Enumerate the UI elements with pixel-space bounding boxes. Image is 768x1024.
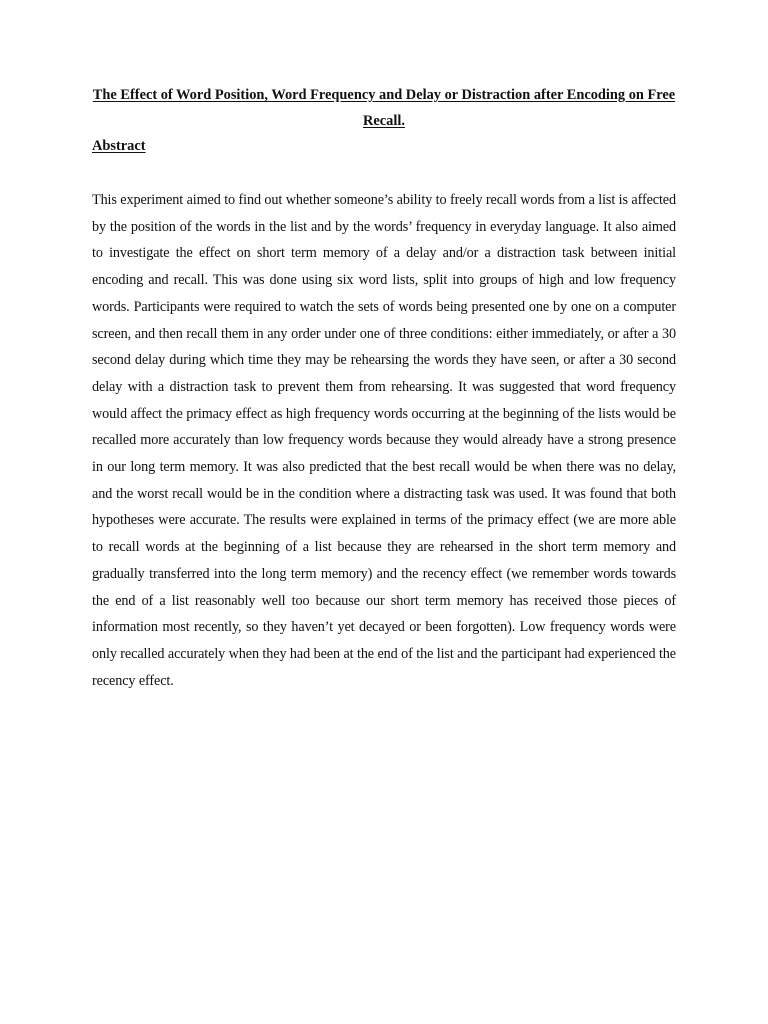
document-title: The Effect of Word Position, Word Frequency and Delay or Distraction after Encoding on Free Recall. bbox=[92, 87, 676, 129]
abstract-heading: Abstract bbox=[92, 138, 146, 154]
abstract-paragraph: This experiment aimed to find out whether someone’s ability to freely recall words from a list is affected by the position of the words in the list and by the words’ frequency in everyday language. It also aimed to investigate the effect on short term memory of a delay and/or a distraction task between initial encoding and recall. This was done using six word lists, split into groups of high and low frequency words. Participants were required to watch the sets of words being presented one by one on a computer screen, and then recall them in any order under one of three conditions: either immediately, or after a 30 second delay during which time they may be rehearsing the words they have seen, or after a 30 second delay with a distraction task to prevent them from rehearsing. It was suggested that word frequency would affect the primacy effect as high frequency words occurring at the beginning of the lists would be recalled more accurately than low frequency words because they would already have a strong presence in our long term memory. It was also predicted that the best recall would be when there was no delay, and the worst recall would be in the condition where a distracting task was used. It was found that both hypotheses were accurate. The results were explained in terms of the primacy effect (we are more able to recall words at the beginning of a list because they are rehearsed in the short term memory and gradually transferred into the long term memory) and the recency effect (we remember words towards the end of a list reasonably well too because our short term memory has received those pieces of information most recently, so they haven’t yet decayed or been forgotten). Low frequency words were only recalled accurately when they had been at the end of the list and the participant had experienced the recency effect. bbox=[92, 192, 676, 689]
